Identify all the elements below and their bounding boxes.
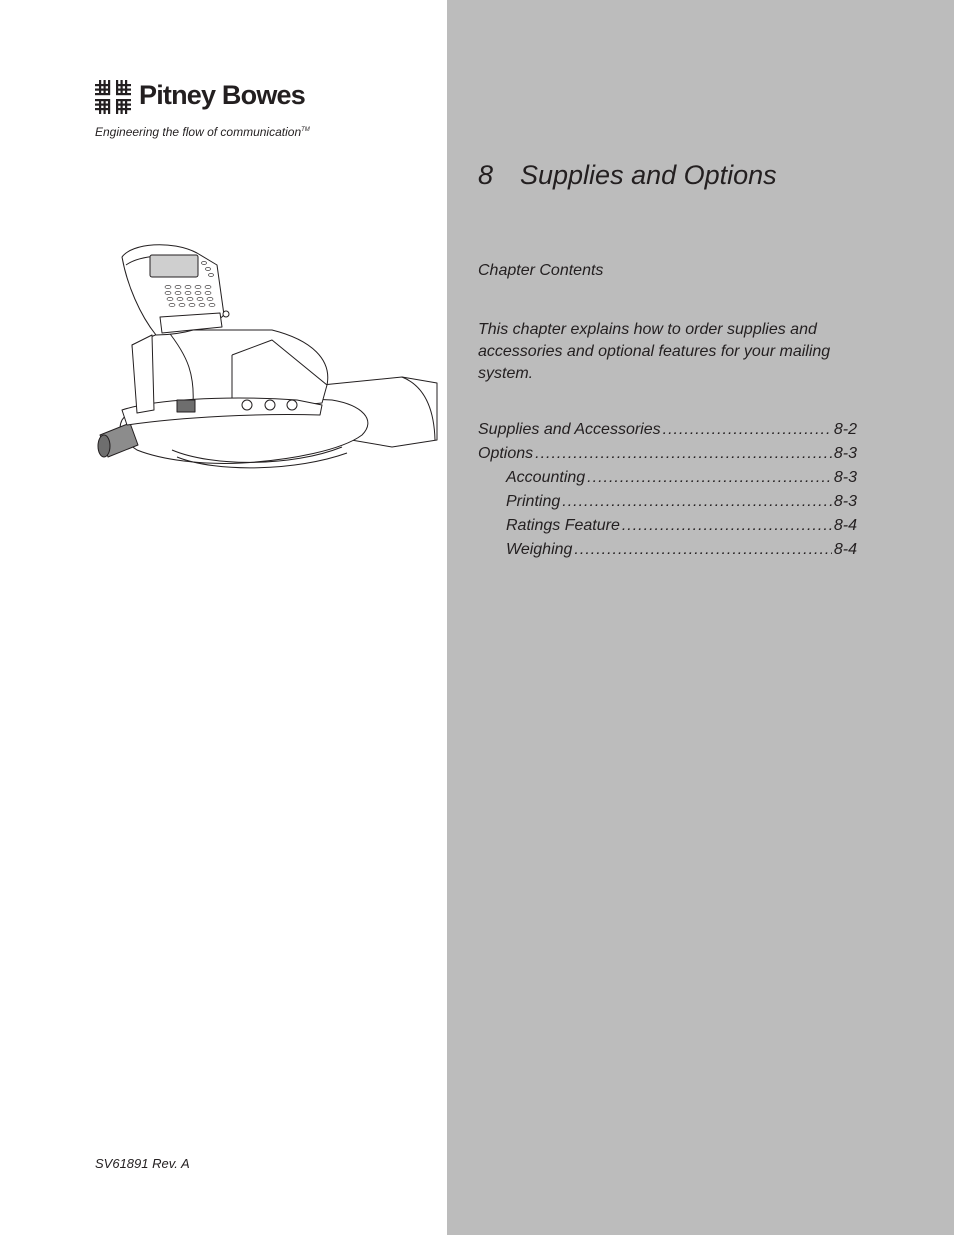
toc-entry-page: 8-2 xyxy=(833,421,857,438)
toc-entry-supplies-and-accessories[interactable] xyxy=(478,421,857,445)
toc-entry-accounting[interactable] xyxy=(478,469,857,493)
document-number: SV61891 Rev. A xyxy=(95,1156,190,1171)
toc-leader-dots xyxy=(574,541,831,559)
toc-entry-label: Options xyxy=(478,445,534,462)
toc-leader-dots xyxy=(535,445,832,463)
toc-entry-page: 8-3 xyxy=(833,445,857,462)
chapter-contents-heading: Chapter Contents xyxy=(478,262,604,279)
toc-entry-ratings-feature[interactable] xyxy=(478,517,857,541)
toc-entry-label: Accounting xyxy=(506,469,586,486)
toc-leader-dots xyxy=(622,517,832,535)
toc-leader-dots xyxy=(663,421,832,439)
postage-meter-illustration xyxy=(92,235,442,480)
toc-leader-dots xyxy=(562,493,832,511)
chapter-number: 8 xyxy=(478,160,494,190)
left-column xyxy=(0,0,447,1235)
pitney-bowes-cross-icon xyxy=(95,80,131,114)
toc-entry-label: Weighing xyxy=(506,541,573,558)
toc-entry-label: Supplies and Accessories xyxy=(478,421,661,438)
toc-entry-label: Printing xyxy=(506,493,561,510)
brand-name: Pitney Bowes xyxy=(139,80,305,110)
brand-logo xyxy=(95,78,335,114)
brand-tagline-text: Engineering the flow of communication xyxy=(95,125,302,139)
chapter-title-text: Supplies and Options xyxy=(520,160,777,190)
table-of-contents xyxy=(478,421,857,565)
toc-entry-page: 8-3 xyxy=(833,493,857,510)
toc-entry-page: 8-3 xyxy=(833,469,857,486)
trademark-mark: TM xyxy=(301,127,310,133)
toc-entry-printing[interactable] xyxy=(478,493,857,517)
toc-entry-page: 8-4 xyxy=(833,541,857,558)
chapter-title xyxy=(478,160,777,191)
chapter-intro: This chapter explains how to order supplies and accessories and optional features for your mailing system. xyxy=(478,321,831,382)
toc-leader-dots xyxy=(587,469,832,487)
toc-entry-label: Ratings Feature xyxy=(506,517,620,534)
brand-tagline xyxy=(95,125,310,139)
toc-entry-options[interactable] xyxy=(478,445,857,469)
toc-entry-page: 8-4 xyxy=(833,517,857,534)
toc-entry-weighing[interactable] xyxy=(478,541,857,565)
